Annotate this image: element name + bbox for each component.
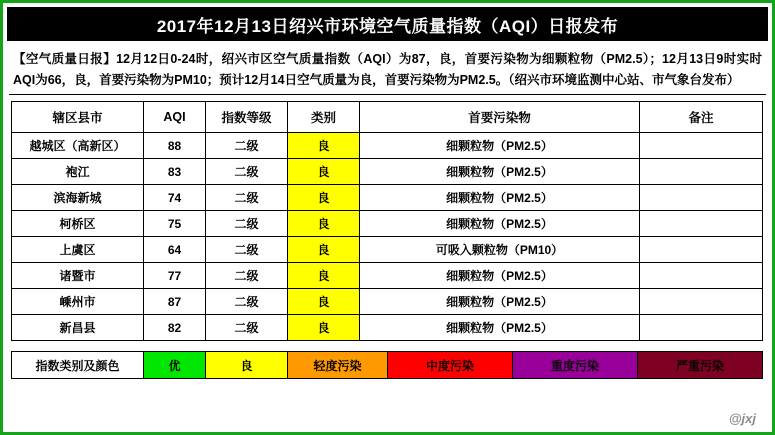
legend-table xyxy=(11,351,763,379)
cell-level: 二级 xyxy=(206,185,288,211)
legend-item-heavy-pollution: 重度污染 xyxy=(513,352,638,379)
cell-level: 二级 xyxy=(206,289,288,315)
cell-note xyxy=(640,185,763,211)
table-row xyxy=(12,211,763,237)
column-header-region: 辖区县市 xyxy=(12,102,144,133)
legend-item-good: 良 xyxy=(206,352,288,379)
cell-pollutant: 细颗粒物（PM2.5） xyxy=(360,159,640,185)
cell-pollutant: 细颗粒物（PM2.5） xyxy=(360,211,640,237)
table-row xyxy=(12,159,763,185)
cell-region: 袍江 xyxy=(12,159,144,185)
cell-pollutant: 细颗粒物（PM2.5） xyxy=(360,315,640,341)
cell-note xyxy=(640,159,763,185)
cell-category: 良 xyxy=(288,133,360,159)
legend-item-moderate-pollution: 中度污染 xyxy=(388,352,513,379)
table-row xyxy=(12,289,763,315)
cell-category: 良 xyxy=(288,263,360,289)
column-header-aqi: AQI xyxy=(144,102,206,133)
cell-note xyxy=(640,211,763,237)
cell-note xyxy=(640,263,763,289)
cell-note xyxy=(640,315,763,341)
cell-aqi: 82 xyxy=(144,315,206,341)
cell-note xyxy=(640,237,763,263)
column-header-note: 备注 xyxy=(640,102,763,133)
cell-region: 新昌县 xyxy=(12,315,144,341)
cell-region: 上虞区 xyxy=(12,237,144,263)
divider xyxy=(9,94,766,95)
cell-category: 良 xyxy=(288,211,360,237)
cell-region: 越城区（高新区） xyxy=(12,133,144,159)
cell-pollutant: 细颗粒物（PM2.5） xyxy=(360,133,640,159)
column-header-category: 类别 xyxy=(288,102,360,133)
cell-aqi: 88 xyxy=(144,133,206,159)
cell-pollutant: 细颗粒物（PM2.5） xyxy=(360,185,640,211)
cell-note xyxy=(640,133,763,159)
legend-row xyxy=(12,352,763,379)
table-row xyxy=(12,185,763,211)
legend-item-excellent: 优 xyxy=(144,352,206,379)
cell-aqi: 87 xyxy=(144,289,206,315)
cell-region: 柯桥区 xyxy=(12,211,144,237)
aqi-table xyxy=(11,101,763,341)
cell-level: 二级 xyxy=(206,133,288,159)
cell-category: 良 xyxy=(288,237,360,263)
table-row xyxy=(12,237,763,263)
cell-level: 二级 xyxy=(206,211,288,237)
cell-level: 二级 xyxy=(206,159,288,185)
cell-note xyxy=(640,289,763,315)
cell-level: 二级 xyxy=(206,315,288,341)
intro-paragraph: 【空气质量日报】12月12日0-24时，绍兴市区空气质量指数（AQI）为87，良，首要污染物为细颗粒物（PM2.5）；12月13日9时实时AQI为66，良，首要污染物为PM10；预计12月14日空气质量为良，首要污染物为PM2.5。（绍兴市环境监测中心站、市气象台发布） xyxy=(13,52,762,87)
page-title: 2017年12月13日绍兴市环境空气质量指数（AQI）日报发布 xyxy=(156,16,619,36)
cell-aqi: 77 xyxy=(144,263,206,289)
watermark: @jxj xyxy=(728,411,756,426)
cell-aqi: 74 xyxy=(144,185,206,211)
cell-aqi: 64 xyxy=(144,237,206,263)
cell-pollutant: 可吸入颗粒物（PM10） xyxy=(360,237,640,263)
table-row xyxy=(12,263,763,289)
cell-category: 良 xyxy=(288,185,360,211)
cell-pollutant: 细颗粒物（PM2.5） xyxy=(360,263,640,289)
page-title-bar xyxy=(7,7,768,41)
table-row xyxy=(12,133,763,159)
cell-level: 二级 xyxy=(206,237,288,263)
cell-region: 滨海新城 xyxy=(12,185,144,211)
table-header-row xyxy=(12,102,763,133)
cell-aqi: 83 xyxy=(144,159,206,185)
cell-region: 诸暨市 xyxy=(12,263,144,289)
cell-region: 嵊州市 xyxy=(12,289,144,315)
table-row xyxy=(12,315,763,341)
cell-aqi: 75 xyxy=(144,211,206,237)
column-header-level: 指数等级 xyxy=(206,102,288,133)
legend-item-severe-pollution: 严重污染 xyxy=(638,352,763,379)
column-header-pollutant: 首要污染物 xyxy=(360,102,640,133)
legend-item-light-pollution: 轻度污染 xyxy=(288,352,388,379)
legend-label: 指数类别及颜色 xyxy=(12,352,144,379)
cell-pollutant: 细颗粒物（PM2.5） xyxy=(360,289,640,315)
cell-category: 良 xyxy=(288,289,360,315)
cell-level: 二级 xyxy=(206,263,288,289)
cell-category: 良 xyxy=(288,159,360,185)
cell-category: 良 xyxy=(288,315,360,341)
